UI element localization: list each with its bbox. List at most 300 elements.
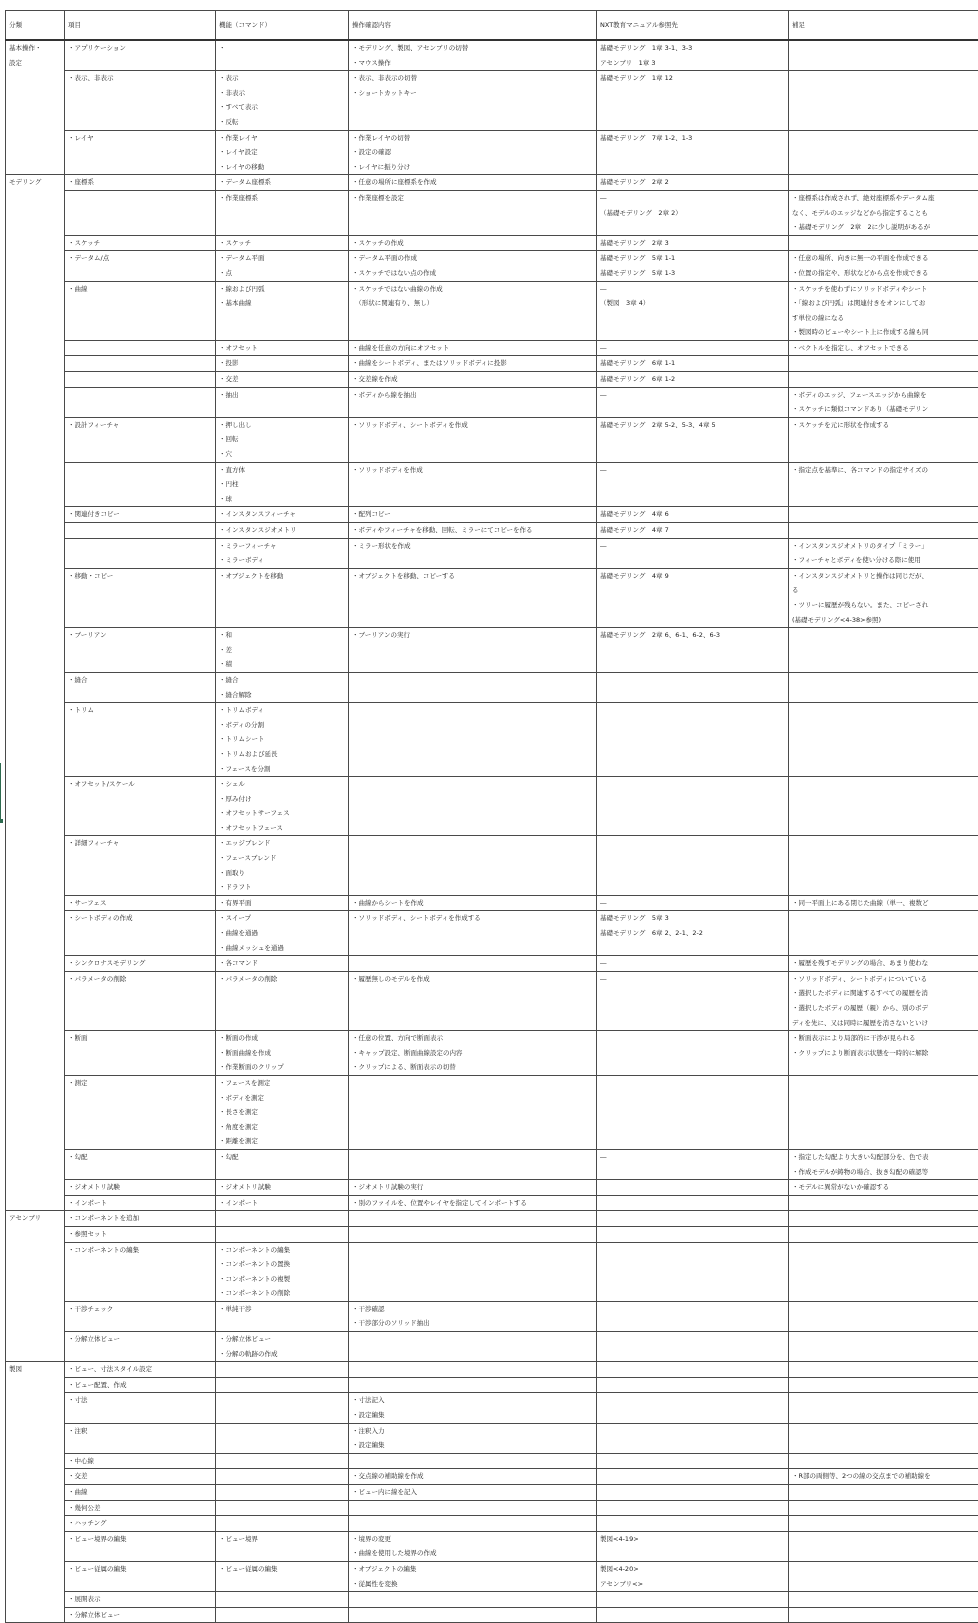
cell-line: ・交差 — [219, 372, 345, 387]
table-row — [6, 340, 978, 356]
table-row — [6, 1485, 978, 1501]
cell-line: アセンブリ<> — [600, 1577, 785, 1592]
item-cell — [65, 895, 216, 911]
command-cell — [216, 190, 349, 235]
cell-line: ・厚み付け — [219, 792, 345, 807]
cell-line: ・分解立体ビュー — [68, 1608, 212, 1623]
operation-cell — [349, 462, 597, 507]
operation-cell — [349, 777, 597, 836]
cell-line: ― — [600, 539, 785, 554]
item-cell — [65, 235, 216, 251]
cell-line: ・設定編集 — [352, 1408, 593, 1423]
item-cell — [65, 836, 216, 895]
cell-line: ・ボディの分割 — [219, 718, 345, 733]
reference-cell — [597, 71, 789, 130]
cell-line: ・作業レイヤ — [219, 131, 345, 146]
cell-line: ・断面の作成 — [219, 1031, 345, 1046]
cell-line: ・縫合 — [219, 673, 345, 688]
cell-line: 基礎モデリング 6章 1-2 — [600, 372, 785, 387]
table-row — [6, 40, 978, 71]
item-cell — [65, 40, 216, 71]
header-item: 項目 — [65, 11, 216, 41]
item-cell — [65, 1453, 216, 1469]
table-row — [6, 190, 978, 235]
cell-line: ・トリムシート — [219, 732, 345, 747]
category-cell — [6, 40, 65, 175]
cell-line: ・フェースを測定 — [219, 1076, 345, 1091]
table-row — [6, 175, 978, 191]
operation-cell — [349, 703, 597, 777]
cell-line: ・測定 — [68, 1076, 212, 1091]
item-cell — [65, 251, 216, 281]
note-cell — [789, 971, 978, 1030]
cell-line: ・「線および円弧」は関連付きをオンにしてお — [792, 296, 978, 311]
cell-line: ・モデルに異常がないか確認する — [792, 1180, 978, 1195]
note-cell — [789, 507, 978, 523]
reference-cell — [597, 971, 789, 1030]
command-cell — [216, 251, 349, 281]
note-cell — [789, 71, 978, 130]
cell-line: ・注釈 — [68, 1424, 212, 1439]
reference-cell — [597, 1516, 789, 1532]
operation-cell — [349, 1516, 597, 1532]
operation-cell — [349, 1180, 597, 1196]
header-row — [6, 11, 978, 41]
cell-line: ・曲線からシートを作成 — [352, 896, 593, 911]
cell-line: ・スケッチ — [68, 236, 212, 251]
cell-line: ・オフセット/スケール — [68, 777, 212, 792]
note-cell — [789, 1469, 978, 1485]
reference-cell — [597, 462, 789, 507]
cell-line: ・球 — [219, 492, 345, 507]
table-row — [6, 235, 978, 251]
reference-cell — [597, 1301, 789, 1331]
cell-line: ・スケッチではない曲線の作成 — [352, 282, 593, 297]
reference-cell — [597, 523, 789, 539]
operation-cell — [349, 956, 597, 972]
reference-cell — [597, 1211, 789, 1227]
cell-line: ・ツリーに履歴が残らない。また、コピーされ — [792, 598, 978, 613]
reference-cell — [597, 417, 789, 462]
category-cell — [6, 1211, 65, 1362]
cell-line: ・ビュー内に線を記入 — [352, 1485, 593, 1500]
operation-cell — [349, 130, 597, 175]
cell-line: 基礎モデリング 5章 1-1 — [600, 251, 785, 266]
cell-line: ・ジオメトリ試験の実行 — [352, 1180, 593, 1195]
item-cell — [65, 507, 216, 523]
cell-line: ・幾何公差 — [68, 1501, 212, 1516]
cell-line: ・干渉チェック — [68, 1302, 212, 1317]
cell-line: 製図<4-19> — [600, 1532, 785, 1547]
command-cell — [216, 703, 349, 777]
cell-line: ・指定点を基準に、各コマンドの指定サイズの — [792, 463, 978, 478]
cell-line: ・オブジェクトを移動、コピーする — [352, 569, 593, 584]
operation-cell — [349, 1362, 597, 1378]
cell-line: ・反転 — [219, 115, 345, 130]
cell-line: 基礎モデリング 4章 6 — [600, 507, 785, 522]
reference-cell — [597, 628, 789, 673]
cell-line: ・分解の軌跡の作成 — [219, 1347, 345, 1362]
cell-line: ・ミラー形状を作成 — [352, 539, 593, 554]
cell-line: ・ソリッドボディを作成 — [352, 463, 593, 478]
header-manual-reference: NXT教育マニュアル参照先 — [597, 11, 789, 41]
command-cell — [216, 538, 349, 568]
cell-line: ・交差線を作成 — [352, 372, 593, 387]
reference-cell — [597, 1453, 789, 1469]
table-row — [6, 372, 978, 388]
cell-line: ・ソリッドボディ、シートボディを作成 — [352, 418, 593, 433]
cell-line: ・作業レイヤの切替 — [352, 131, 593, 146]
item-cell — [65, 703, 216, 777]
operation-cell — [349, 1531, 597, 1561]
cell-line: ・従属性を変換 — [352, 1577, 593, 1592]
cell-line: ・レイヤ — [68, 131, 212, 146]
cell-line: ・縫合 — [68, 673, 212, 688]
reference-cell — [597, 190, 789, 235]
cell-line: ・分解立体ビュー — [68, 1332, 212, 1347]
item-cell — [65, 538, 216, 568]
reference-cell — [597, 703, 789, 777]
note-cell — [789, 1500, 978, 1516]
item-cell — [65, 1362, 216, 1378]
cell-line: ・トリムおよび延長 — [219, 747, 345, 762]
cell-line: ・勾配 — [68, 1150, 212, 1165]
note-cell — [789, 895, 978, 911]
cell-line: ・設定編集 — [352, 1438, 593, 1453]
cell-line: ・配列コピー — [352, 507, 593, 522]
header-notes: 補足 — [789, 11, 978, 41]
reference-cell — [597, 1031, 789, 1076]
item-cell — [65, 1149, 216, 1179]
reference-cell — [597, 836, 789, 895]
command-cell — [216, 1393, 349, 1423]
note-cell — [789, 1485, 978, 1501]
cell-line: ・コンポーネントの編集 — [68, 1243, 212, 1258]
item-cell — [65, 1561, 216, 1591]
item-cell — [65, 1075, 216, 1149]
cell-line: ・表示 — [219, 71, 345, 86]
command-cell — [216, 71, 349, 130]
table-row — [6, 523, 978, 539]
table-row — [6, 538, 978, 568]
cell-line: ・ソリッドボディ、シートボディを作成する — [352, 911, 593, 926]
table-row — [6, 703, 978, 777]
cell-line: ・任意の場所、向きに無一の平面を作成できる — [792, 251, 978, 266]
command-cell — [216, 1531, 349, 1561]
cell-line: ・トリム — [68, 703, 212, 718]
command-cell — [216, 1500, 349, 1516]
table-row — [6, 1031, 978, 1076]
operation-cell — [349, 1075, 597, 1149]
table-row — [6, 462, 978, 507]
reference-cell — [597, 1180, 789, 1196]
command-cell — [216, 1362, 349, 1378]
command-cell — [216, 1592, 349, 1608]
table-row — [6, 1531, 978, 1561]
item-cell — [65, 372, 216, 388]
cell-line: ・作成モデルが鋳物の場合、抜き勾配の確認等 — [792, 1165, 978, 1180]
cell-line: ・投影 — [219, 356, 345, 371]
category-cell — [6, 175, 65, 1211]
cell-line: 基礎モデリング 6章 2、2-1、2-2 — [600, 926, 785, 941]
note-cell — [789, 235, 978, 251]
cell-line: ・各コマンド — [219, 956, 345, 971]
cell-line: ・長さを測定 — [219, 1105, 345, 1120]
cell-line: ・設定の確認 — [352, 145, 593, 160]
operation-cell — [349, 1332, 597, 1362]
item-cell — [65, 1211, 216, 1227]
cell-line: ― — [600, 972, 785, 987]
table-row — [6, 777, 978, 836]
cell-line: 基礎モデリング 1章 3-1、3-3 — [600, 41, 785, 56]
reference-cell — [597, 1485, 789, 1501]
header-category: 分類 — [6, 11, 65, 41]
cell-line: ・製図時のビューやシート上に作成する線も同 — [792, 325, 978, 340]
operation-cell — [349, 340, 597, 356]
item-cell — [65, 340, 216, 356]
cell-line: ・パラメータの削除 — [219, 972, 345, 987]
cell-line: ・分解立体ビュー — [219, 1332, 345, 1347]
cell-line: （製図 3章 4） — [600, 296, 785, 311]
item-cell — [65, 568, 216, 627]
cell-line: ・ビュー従属の編集 — [219, 1562, 345, 1577]
operation-cell — [349, 190, 597, 235]
table-row — [6, 1242, 978, 1301]
note-cell — [789, 1211, 978, 1227]
cell-line: ・直方体 — [219, 463, 345, 478]
item-cell — [65, 1393, 216, 1423]
reference-cell — [597, 911, 789, 956]
cell-line: ・レイヤの移動 — [219, 160, 345, 175]
reference-cell — [597, 387, 789, 417]
reference-cell — [597, 1469, 789, 1485]
note-cell — [789, 628, 978, 673]
cell-line: ・インポート — [68, 1196, 212, 1211]
command-cell — [216, 356, 349, 372]
cell-line: ・任意の位置、方向で断面表示 — [352, 1031, 593, 1046]
cell-line: ・境界の変更 — [352, 1532, 593, 1547]
table-row — [6, 895, 978, 911]
operation-cell — [349, 1242, 597, 1301]
note-cell — [789, 1362, 978, 1378]
cell-line: ・断面曲線を作成 — [219, 1046, 345, 1061]
operation-cell — [349, 251, 597, 281]
operation-cell — [349, 1592, 597, 1608]
cell-line: ・マウス操作 — [352, 56, 593, 71]
row-resize-handle[interactable] — [0, 763, 6, 821]
operation-cell — [349, 356, 597, 372]
table-row — [6, 1561, 978, 1591]
reference-cell — [597, 1393, 789, 1423]
table-row — [6, 1226, 978, 1242]
cell-line: アセンブリ — [9, 1211, 61, 1226]
table-row — [6, 1180, 978, 1196]
cell-line: 基礎モデリング 5章 1-3 — [600, 266, 785, 281]
table-row — [6, 130, 978, 175]
table-row — [6, 1423, 978, 1453]
table-row — [6, 1149, 978, 1179]
note-cell — [789, 1423, 978, 1453]
command-cell — [216, 372, 349, 388]
reference-cell — [597, 372, 789, 388]
item-cell — [65, 523, 216, 539]
operation-cell — [349, 971, 597, 1030]
cell-line: ・座標系 — [68, 175, 212, 190]
note-cell — [789, 703, 978, 777]
cell-line: (基礎モデリング<4-38>参照) — [792, 613, 978, 628]
command-cell — [216, 175, 349, 191]
operation-cell — [349, 538, 597, 568]
note-cell — [789, 1332, 978, 1362]
reference-cell — [597, 130, 789, 175]
operation-cell — [349, 568, 597, 627]
cell-line: 基礎モデリング 6章 1-1 — [600, 356, 785, 371]
cell-line: ・距離を測定 — [219, 1134, 345, 1149]
item-cell — [65, 1332, 216, 1362]
reference-cell — [597, 1531, 789, 1561]
cell-line: ― — [600, 956, 785, 971]
cell-line: ・パラメータの削除 — [68, 972, 212, 987]
cell-line: ・差 — [219, 643, 345, 658]
note-cell — [789, 1301, 978, 1331]
reference-cell — [597, 568, 789, 627]
operation-cell — [349, 71, 597, 130]
cell-line: ・曲線 — [68, 282, 212, 297]
item-cell — [65, 672, 216, 702]
cell-line: ・ボディやフィーチャを移動、回転、ミラーにてコピーを作る — [352, 523, 593, 538]
cell-line: ・作業断面のクリップ — [219, 1060, 345, 1075]
cell-line: ・ビュー境界の編集 — [68, 1532, 212, 1547]
note-cell — [789, 130, 978, 175]
table-row — [6, 1301, 978, 1331]
cell-line: ・回転 — [219, 432, 345, 447]
item-cell — [65, 628, 216, 673]
operation-cell — [349, 1561, 597, 1591]
command-cell — [216, 1607, 349, 1623]
cell-line: ・円柱 — [219, 477, 345, 492]
table-row — [6, 1393, 978, 1423]
table-row — [6, 1362, 978, 1378]
reference-cell — [597, 1075, 789, 1149]
item-cell — [65, 1500, 216, 1516]
cell-line: 基礎モデリング 4章 7 — [600, 523, 785, 538]
cell-line: ・交点線の補助線を作成 — [352, 1469, 593, 1484]
cell-line: ・ブーリアンの実行 — [352, 628, 593, 643]
cell-line: 基礎モデリング 2章 3 — [600, 236, 785, 251]
cell-line: ・曲線を任意の方向にオフセット — [352, 341, 593, 356]
cell-line: ・フィーチャとボディを使い分ける際に使用 — [792, 553, 978, 568]
note-cell — [789, 538, 978, 568]
table-row — [6, 1075, 978, 1149]
cell-line: ・断面 — [68, 1031, 212, 1046]
reference-cell — [597, 895, 789, 911]
note-cell — [789, 1592, 978, 1608]
note-cell — [789, 387, 978, 417]
note-cell — [789, 356, 978, 372]
operation-cell — [349, 1031, 597, 1076]
cell-line: ・ビュー境界 — [219, 1532, 345, 1547]
cell-line: ― — [600, 282, 785, 297]
operation-cell — [349, 1453, 597, 1469]
command-cell — [216, 1242, 349, 1301]
note-cell — [789, 1453, 978, 1469]
reference-cell — [597, 1607, 789, 1623]
reference-cell — [597, 340, 789, 356]
command-cell — [216, 628, 349, 673]
cell-line: 製図<4-20> — [600, 1562, 785, 1577]
item-cell — [65, 71, 216, 130]
cell-line: ・基本曲線 — [219, 296, 345, 311]
command-cell — [216, 1485, 349, 1501]
item-cell — [65, 1180, 216, 1196]
reference-cell — [597, 1226, 789, 1242]
note-cell — [789, 1031, 978, 1076]
reference-cell — [597, 1332, 789, 1362]
table-body — [6, 40, 978, 1623]
cell-line: ・設計フィーチャ — [68, 418, 212, 433]
cell-line: ・インスタンスジオメトリ — [219, 523, 345, 538]
operation-cell — [349, 1301, 597, 1331]
operation-cell — [349, 175, 597, 191]
table-row — [6, 1377, 978, 1393]
cell-line: ・オフセットフェース — [219, 821, 345, 836]
table-row — [6, 1195, 978, 1211]
cell-line: ・参照セット — [68, 1227, 212, 1242]
table-row — [6, 971, 978, 1030]
cell-line: ・コンポーネントの複製 — [219, 1272, 345, 1287]
item-cell — [65, 1469, 216, 1485]
item-cell — [65, 956, 216, 972]
cell-line: ・関連付きコピー — [68, 507, 212, 522]
command-cell — [216, 1423, 349, 1453]
reference-cell — [597, 1242, 789, 1301]
cell-line: アセンブリ 1章 3 — [600, 56, 785, 71]
note-cell — [789, 777, 978, 836]
cell-line: ・レイヤ設定 — [219, 145, 345, 160]
cell-line: 基礎モデリング 2章 6、6-1、6-2、6-3 — [600, 628, 785, 643]
note-cell — [789, 911, 978, 956]
table-row — [6, 1469, 978, 1485]
cell-line: ・スケッチ — [219, 236, 345, 251]
cell-line: ・位置の指定や、形状などから点を作成できる — [792, 266, 978, 281]
cell-line: ・コンポーネントの編集 — [219, 1243, 345, 1258]
cell-line: ・ミラーボディ — [219, 553, 345, 568]
cell-line: ・コンポーネントの削除 — [219, 1286, 345, 1301]
cell-line: ・寸法記入 — [352, 1393, 593, 1408]
operation-cell — [349, 523, 597, 539]
cell-line: 基礎モデリング 4章 9 — [600, 569, 785, 584]
command-cell — [216, 911, 349, 956]
operation-cell — [349, 281, 597, 340]
note-cell — [789, 1561, 978, 1591]
cell-line: ・ボディのエッジ、フェースエッジから曲線を — [792, 388, 978, 403]
item-cell — [65, 1377, 216, 1393]
item-cell — [65, 190, 216, 235]
command-cell — [216, 568, 349, 627]
reference-cell — [597, 251, 789, 281]
command-cell — [216, 971, 349, 1030]
item-cell — [65, 1607, 216, 1623]
cell-line: ・アプリケーション — [68, 41, 212, 56]
cell-line: 基本操作・ — [9, 41, 61, 56]
table-row — [6, 1500, 978, 1516]
command-cell — [216, 1469, 349, 1485]
cell-line: ・別のファイルを、位置やレイヤを指定してインポートする — [352, 1196, 593, 1211]
cell-line: ― — [600, 341, 785, 356]
cell-line: ・データム平面 — [219, 251, 345, 266]
cell-line: ・オブジェクトを移動 — [219, 569, 345, 584]
cell-line: ・断面表示により局部的に干渉が見られる — [792, 1031, 978, 1046]
